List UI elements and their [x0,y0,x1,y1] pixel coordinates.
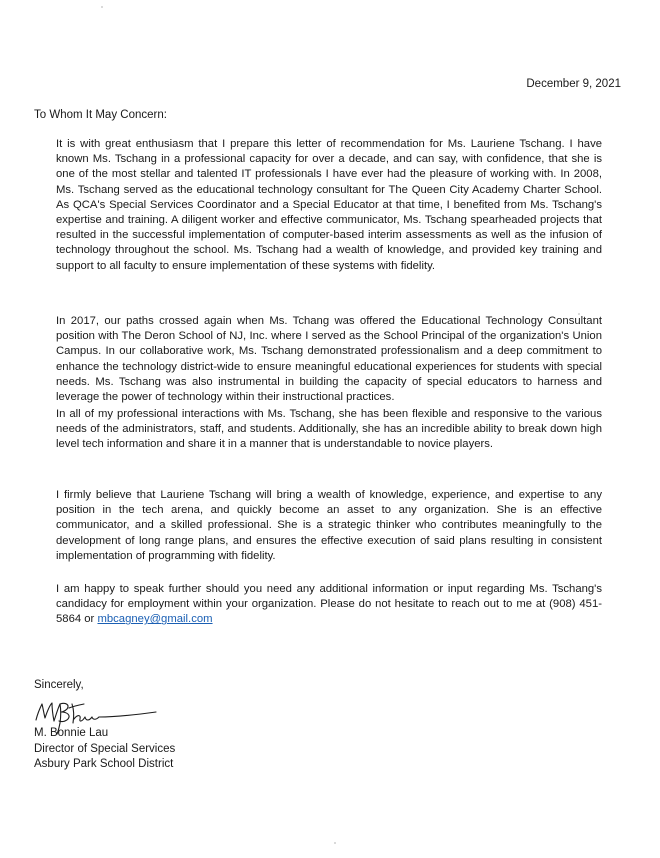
salutation: To Whom It May Concern: [34,109,167,121]
contact-text: I am happy to speak further should you need any additional information or input regarding Ms. Tschang's candidacy for employment within your organization. Please do not hesitate to reach out to me at (908) 451-5864 or [56,583,602,626]
paragraph-interactions: In all of my professional interactions with Ms. Tschang, she has been flexible and responsive to the various needs of the administrators, staff, and students. Additionally, she has an incredible ability to break down high level tech information and share it in a manner that is understandable to novice players. [56,408,602,451]
letter-date: December 9, 2021 [526,78,621,90]
signer-organization: Asbury Park School District [34,758,174,770]
signer-title: Director of Special Services [34,742,176,755]
signature-block [34,726,175,773]
closing: Sincerely, [34,679,84,691]
scan-speck [578,313,580,315]
paragraph-intro: It is with great enthusiasm that I prepare this letter of recommendation for Ms. Lauriene Tschang. I have known Ms. Tschang in a professional capacity for over a decade, and can say, with confidence, that she is one of the most stellar and talented IT professionals I have ever had the pleasure of working with. In 2008, Ms. Tschang served as the educational technology consultant for The Queen City Academy Charter School. As QCA's Special Services Coordinator and a Special Educator at that time, I benefited from Ms. Tschang's expertise and training. A diligent worker and effective communicator, Ms. Tschang spearheaded projects that resulted in the successful implementation of computer-based interim assessments as well as the infusion of technology throughout the school. Ms. Tschang had a wealth of knowledge, and provided key training and support to all faculty to ensure implementation of these systems with fidelity. [56,138,602,272]
paragraph-2017: In 2017, our paths crossed again when Ms. Tchang was offered the Educational Technology Consultant position with The Deron School of NJ, Inc. where I served as the School Principal of the organization's Union Campus. In our collaborative work, Ms. Tschang demonstrated professionalism and a deep commitment to enhance the technology district-wide to ensure meaningful educational experiences for students with special needs. Ms. Tschang was also instrumental in building the capacity of special educators to harness and leverage the power of technology within their instructional practices. [56,315,602,404]
signer-name: M. Bonnie Lau [34,727,109,739]
paragraph-endorsement: I firmly believe that Lauriene Tschang will bring a wealth of knowledge, experience, and expertise to any position in the tech arena, and quickly become an asset to any organization. She is an effective communicator, and a skilled professional. She is a strategic thinker who contributes meaningfully to the development of long range plans, and ensures the effective execution of said plans resulting in consistent implementation of programming with fidelity. [56,489,602,562]
scan-speck [334,842,336,844]
scan-speck [101,6,103,8]
email-link[interactable]: mbcagney@gmail.com [97,613,213,626]
paragraph-contact [56,582,602,628]
